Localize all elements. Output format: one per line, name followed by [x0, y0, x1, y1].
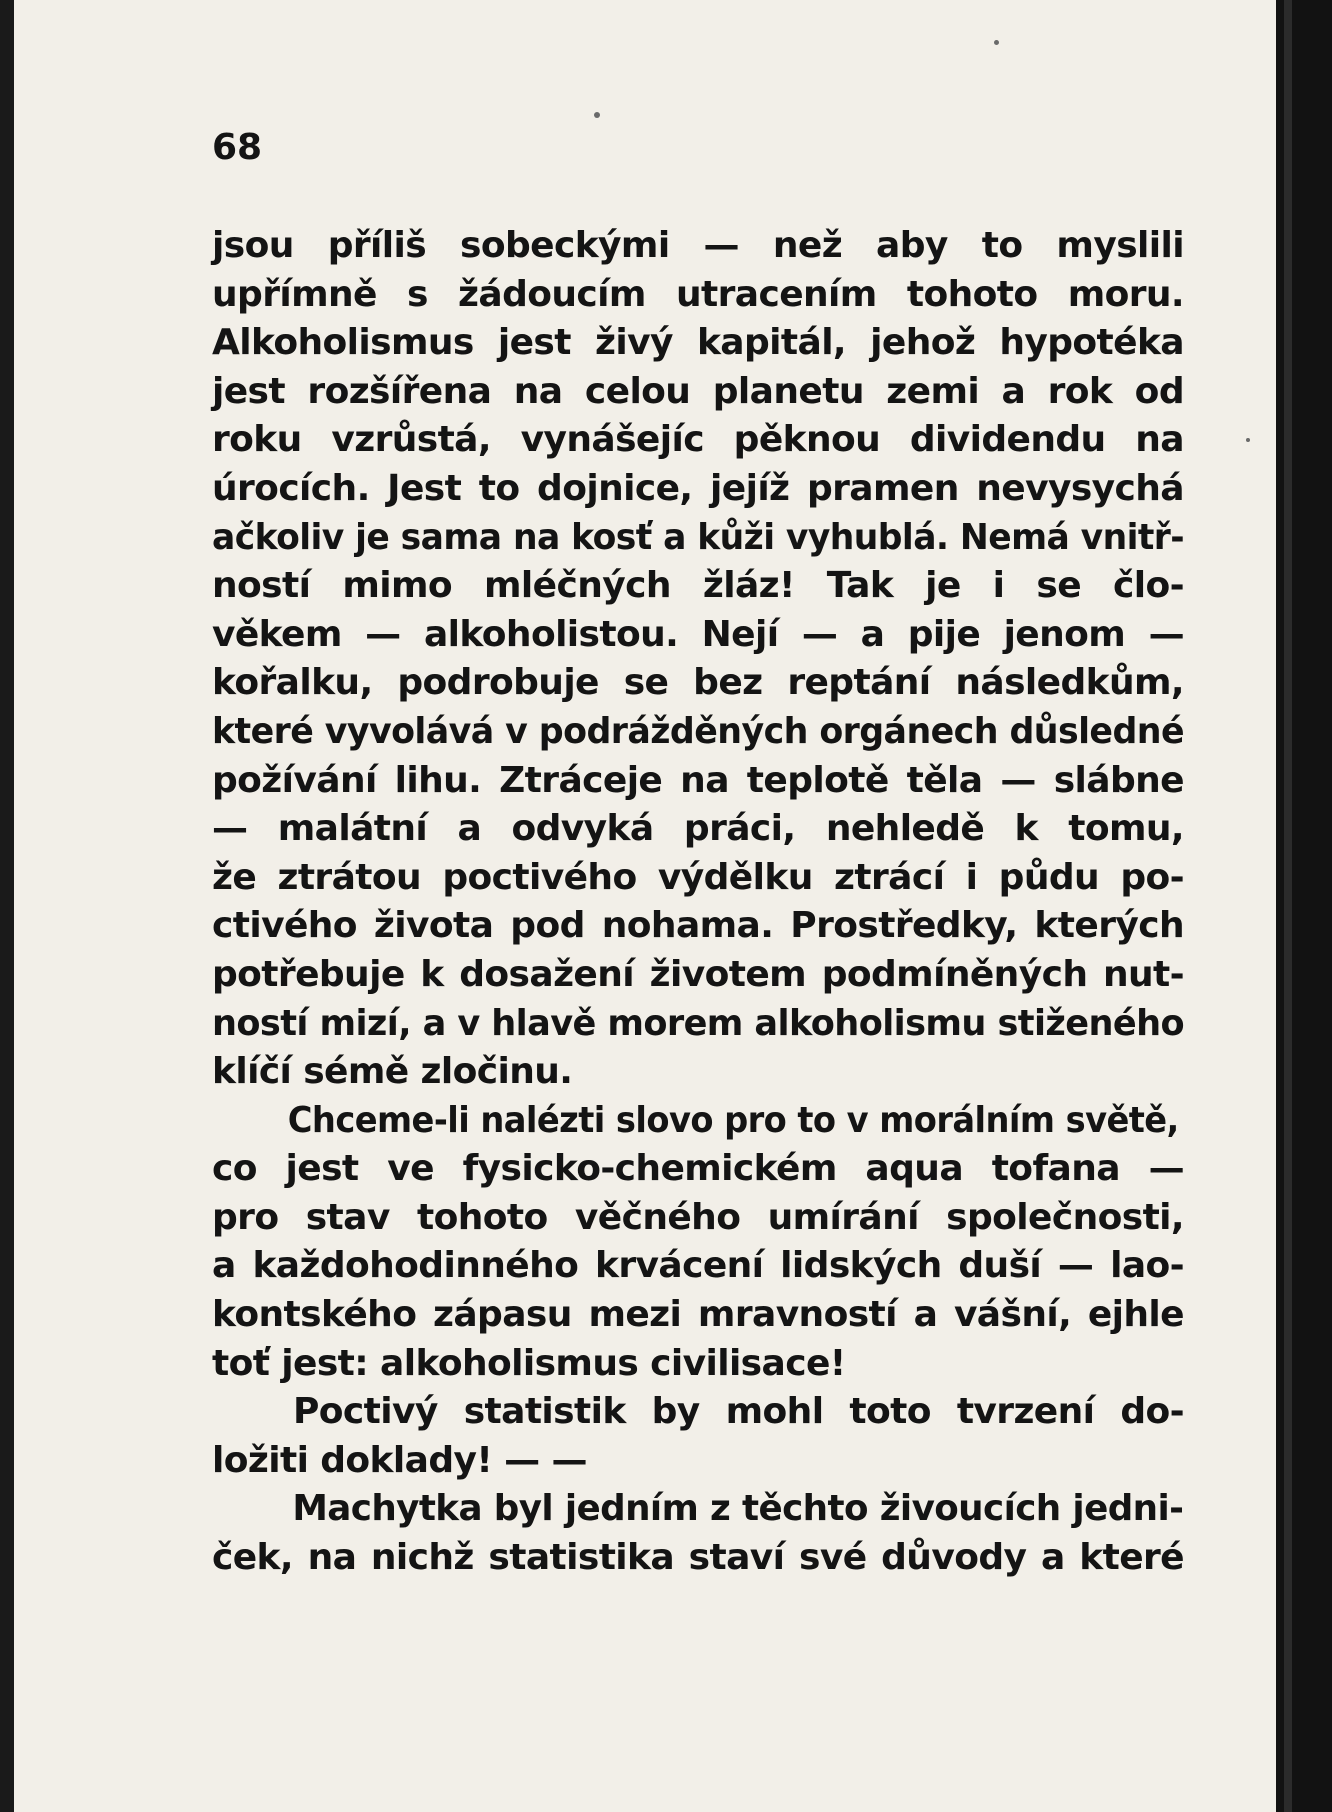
text-line: jsou příliš sobeckými — než aby to myslili	[212, 225, 1184, 266]
text-line: požívání lihu. Ztráceje na teplotě těla — slábne	[212, 759, 1184, 801]
text-line: kořalku, podrobuje se bez reptání následkům,	[212, 662, 1184, 704]
print-speck	[594, 112, 600, 118]
scan-edge-line	[1284, 0, 1292, 1812]
text-line: a každohodinného krvácení lidských duší — lao-	[212, 1245, 1184, 1287]
text-line: potřebuje k dosažení životem podmíněných nut-	[212, 953, 1184, 995]
text-line: kontského zápasu mezi mravností a vášní, ejhle	[212, 1294, 1184, 1336]
text-line: ctivého života pod nohama. Prostředky, kterých	[212, 905, 1184, 947]
page-number: 68	[212, 127, 263, 168]
text-line: ček, na nichž statistika staví své důvody a které	[212, 1537, 1184, 1579]
text-line: ačkoliv je sama na kosť a kůži vyhublá. Nemá vnitř-	[212, 516, 1185, 558]
print-speck	[994, 40, 999, 45]
text-line: věkem — alkoholistou. Nejí — a pije jenom —	[212, 613, 1184, 655]
text-line: roku vzrůstá, vynášejíc pěknou dividendu na	[212, 419, 1184, 461]
text-line: Machytka byl jedním z těchto živoucích jedni-	[292, 1488, 1184, 1530]
text-line: co jest ve fysicko-chemickém aqua tofana —	[212, 1148, 1184, 1190]
text-line: jest rozšířena na celou planetu zemi a rok od	[212, 370, 1184, 412]
text-line: které vyvolává v podrážděných orgánech důsledné	[212, 710, 1184, 752]
text-line: Alkoholismus jest živý kapitál, jehož hypotéka	[212, 322, 1184, 364]
text-line: — malátní a odvyká práci, nehledě k tomu,	[212, 808, 1184, 850]
text-line: úrocích. Jest to dojnice, jejíž pramen nevysychá	[212, 467, 1184, 509]
text-line: Chceme-li nalézti slovo pro to v morálním světě,	[287, 1099, 1179, 1141]
text-line: pro stav tohoto věčného umírání společnosti,	[212, 1196, 1184, 1238]
text-line: Poctivý statistik by mohl toto tvrzení do-	[293, 1391, 1184, 1433]
text-line: ností mizí, a v hlavě morem alkoholismu stiženého	[212, 1002, 1185, 1044]
text-line: klíčí sémě zločinu.	[212, 1051, 573, 1093]
body-text	[212, 222, 1184, 1583]
text-line: že ztrátou poctivého výdělku ztrácí i půdu po-	[212, 856, 1184, 898]
text-line: ností mimo mléčných žláz! Tak je i se člo-	[212, 565, 1184, 607]
text-line: toť jest: alkoholismus civilisace!	[212, 1342, 846, 1384]
text-line: ložiti doklady! — —	[212, 1439, 587, 1481]
book-page	[14, 0, 1276, 1812]
print-speck	[1246, 438, 1250, 442]
text-line: upřímně s žádoucím utracením tohoto moru.	[212, 273, 1184, 315]
